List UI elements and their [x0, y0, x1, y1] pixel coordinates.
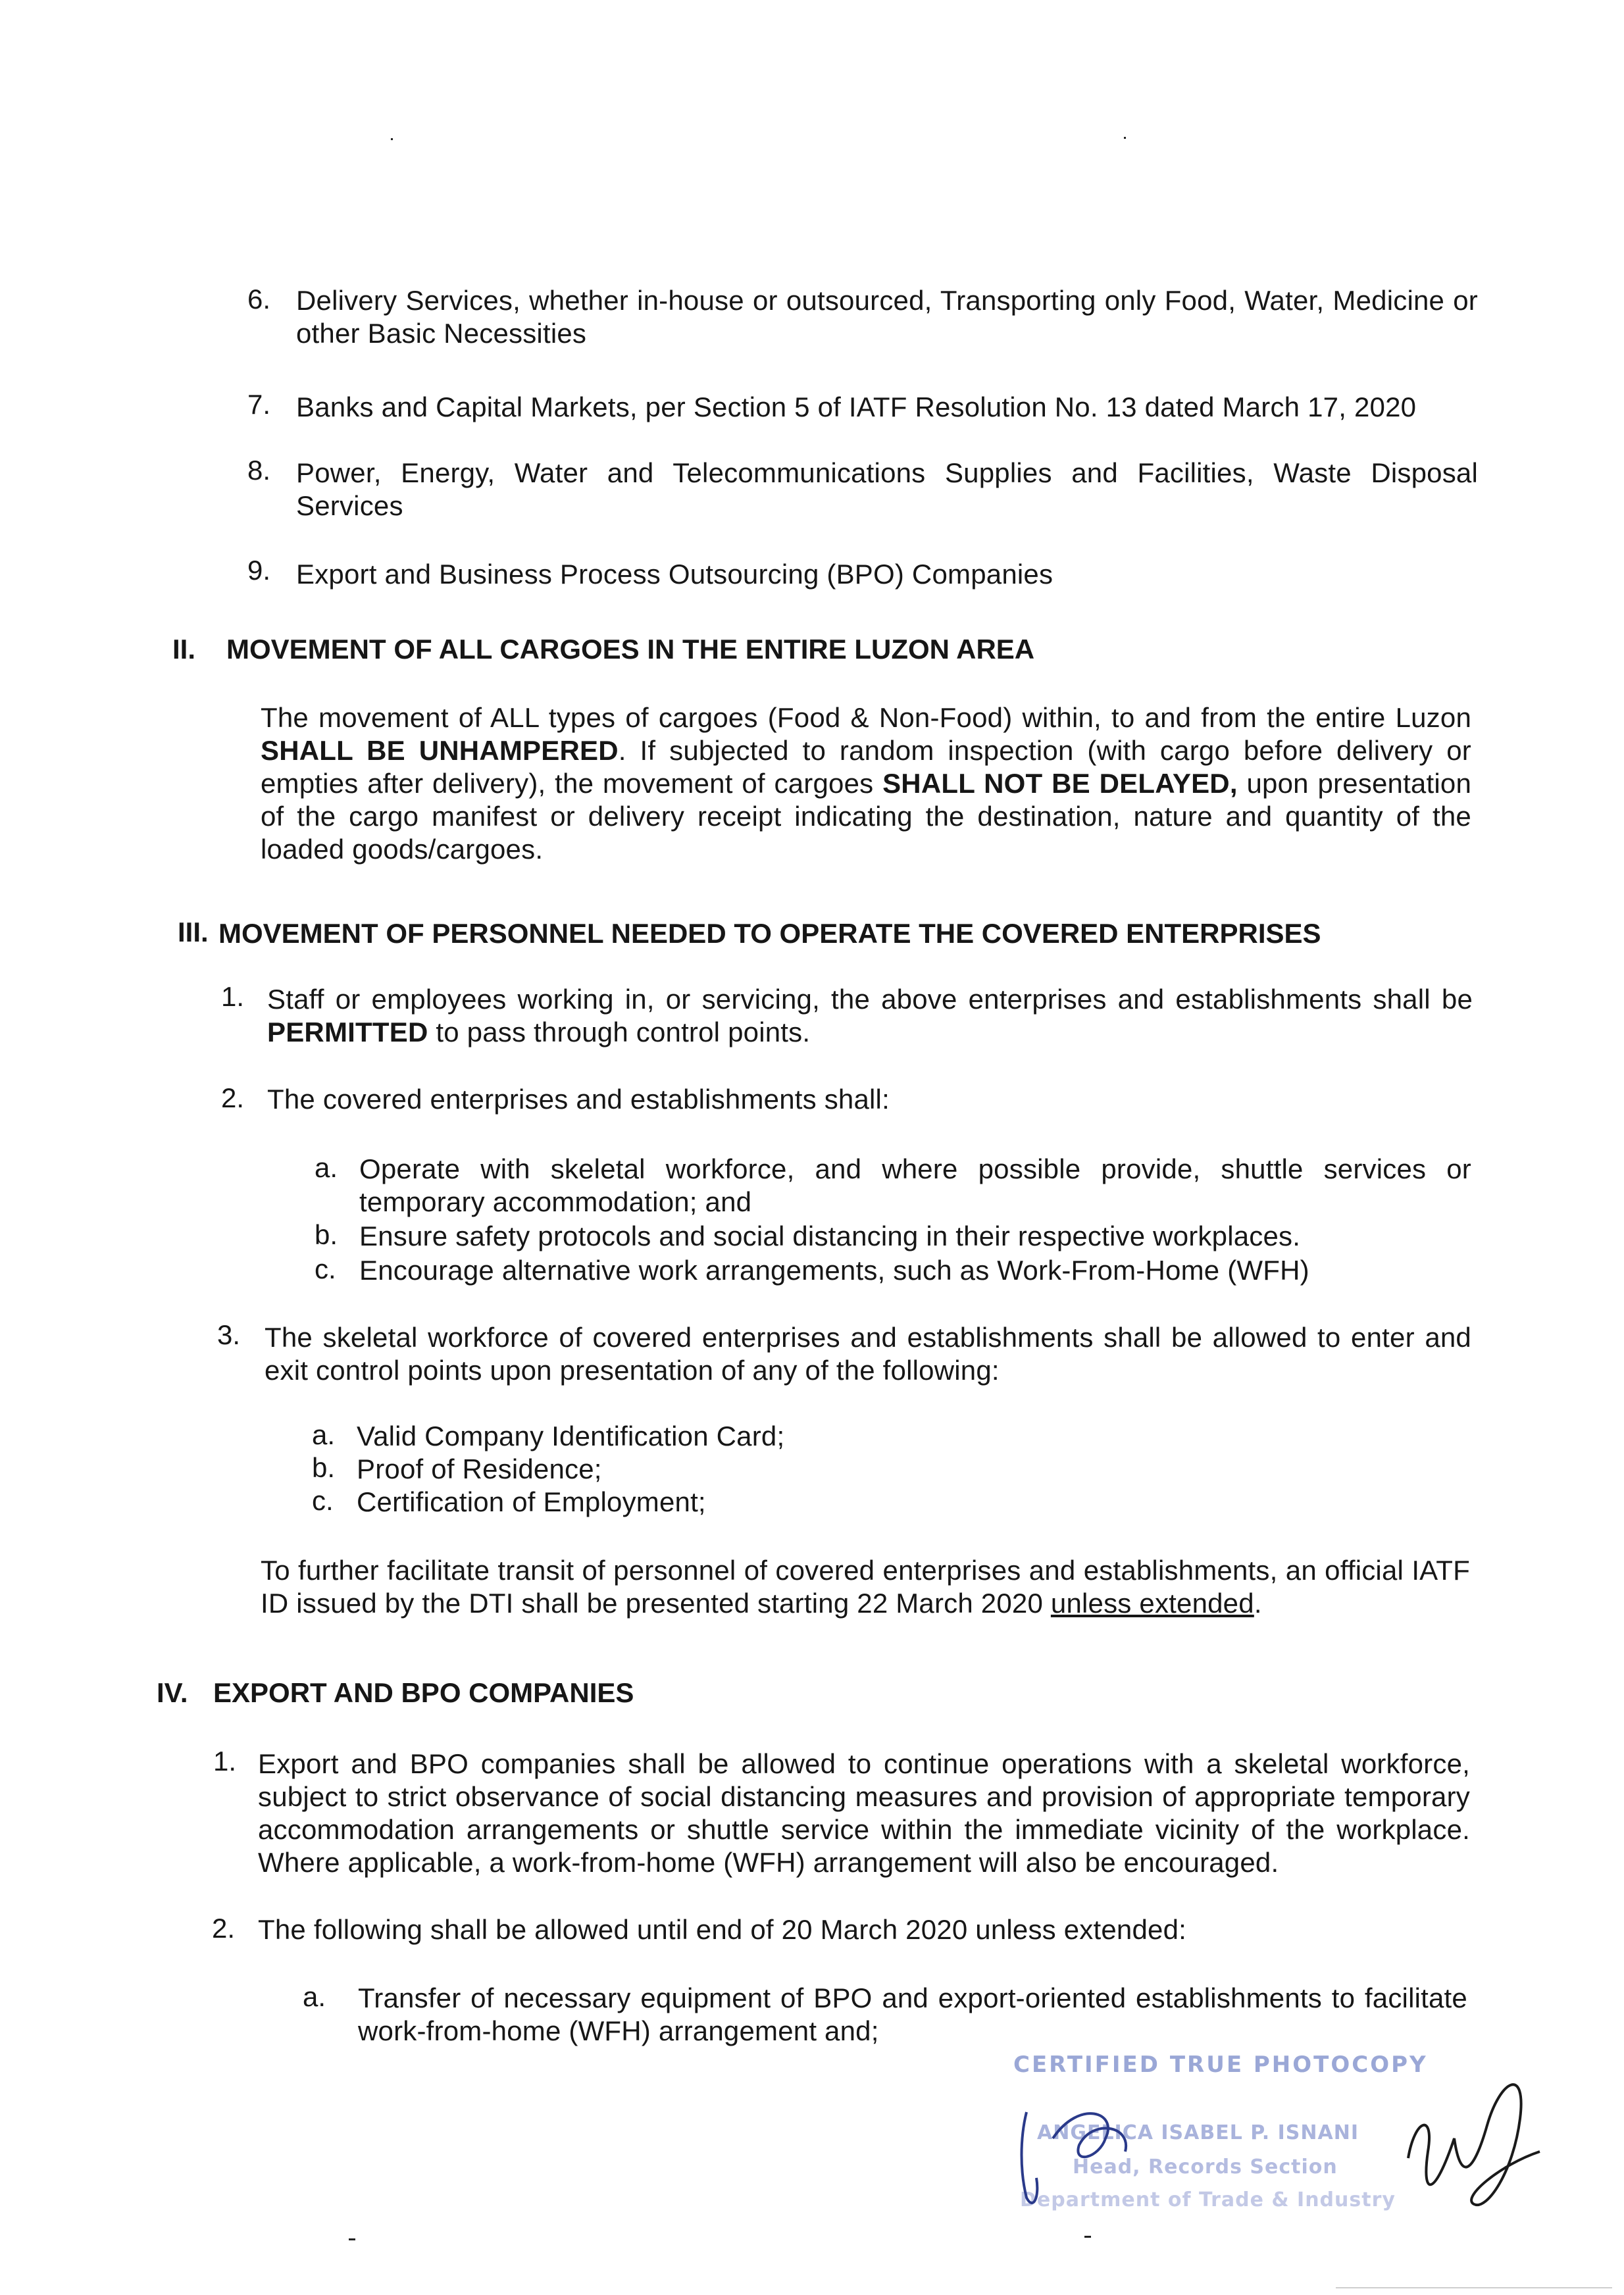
emphasis-text: SHALL NOT BE DELAYED, [882, 768, 1238, 799]
stamp-office: Department of Trade & Industry [1020, 2188, 1396, 2211]
sub-item-letter: b. [312, 1452, 336, 1483]
list-number: 3. [217, 1319, 241, 1350]
sub-item-letter: b. [315, 1219, 338, 1250]
list-number: 2. [221, 1082, 245, 1113]
sub-item-text: Transfer of necessary equipment of BPO and export-oriented establishments to facilitate work-from-home (WFH) arrangement and; [358, 1982, 1467, 2046]
list-item-text: Power, Energy, Water and Telecommunications Supplies and Facilities, Waste Disposal Services [296, 457, 1478, 521]
sub-item-letter: a. [303, 1981, 326, 2012]
scan-edge-line [1336, 2287, 1612, 2288]
sub-item-letter: a. [315, 1152, 338, 1183]
sub-item-letter: a. [312, 1419, 336, 1450]
section-numeral: III. [178, 917, 209, 947]
paragraph-text: Staff or employees working in, or servicing, the above enterprises and establishments shall be [267, 984, 1473, 1015]
sub-item-text: Valid Company Identification Card; [357, 1421, 785, 1451]
section-numeral: II. [172, 634, 196, 665]
section-heading: MOVEMENT OF ALL CARGOES IN THE ENTIRE LUZON AREA [226, 634, 1035, 665]
list-number: 1. [213, 1746, 237, 1777]
sub-item-text: Proof of Residence; [357, 1453, 602, 1484]
sub-item-text: Operate with skeletal workforce, and where possible provide, shuttle services or temporary accommodation; and [359, 1153, 1471, 1217]
list-number: 9. [247, 555, 271, 586]
sub-item-letter: c. [312, 1485, 334, 1516]
list-item-text: The following shall be allowed until end of 20 March 2020 unless extended: [258, 1914, 1187, 1945]
section-numeral: IV. [157, 1677, 188, 1708]
section-heading: MOVEMENT OF PERSONNEL NEEDED TO OPERATE THE COVERED ENTERPRISES [218, 918, 1321, 949]
stamp-title: CERTIFIED TRUE PHOTOCOPY [1013, 2052, 1428, 2078]
signature-mark [1000, 2040, 1592, 2257]
emphasis-text: PERMITTED [267, 1017, 428, 1047]
list-number: 7. [247, 389, 271, 420]
list-item-text: Banks and Capital Markets, per Section 5 of IATF Resolution No. 13 dated March 17, 2020 [296, 391, 1417, 422]
section-heading: EXPORT AND BPO COMPANIES [213, 1677, 634, 1708]
paragraph-text: . If subjected to random inspection (with cargo before delivery or empties after delivery), the movement of cargoes [261, 735, 1471, 799]
sub-item-text: Encourage alternative work arrangements, such as Work-From-Home (WFH) [359, 1255, 1309, 1286]
certification-stamp [1000, 2040, 1592, 2257]
list-item-text: The covered enterprises and establishments shall: [267, 1084, 890, 1115]
paragraph-text: to pass through control points. [428, 1017, 811, 1047]
paragraph-text: upon presentation of the cargo manifest or delivery receipt indicating the destination, nature and quantity of the loaded goods/cargoes. [261, 768, 1472, 865]
scan-speck [1084, 2236, 1091, 2238]
stamp-position: Head, Records Section [1073, 2156, 1338, 2179]
list-item-text [267, 983, 1473, 1049]
sub-item-letter: c. [315, 1253, 336, 1284]
section-paragraph [261, 701, 1471, 866]
emphasis-text: SHALL BE UNHAMPERED [261, 735, 619, 766]
stamp-name: ANGELICA ISABEL P. ISNANI [1037, 2121, 1359, 2144]
paragraph-text: . [1254, 1588, 1262, 1619]
scan-speck [391, 138, 393, 140]
list-item-text: Export and Business Process Outsourcing (BPO) Companies [296, 559, 1053, 590]
underlined-text: unless extended [1050, 1588, 1254, 1619]
scan-speck [349, 2238, 355, 2240]
list-number: 2. [212, 1913, 236, 1944]
list-number: 1. [221, 981, 245, 1012]
closing-paragraph [261, 1554, 1470, 1620]
list-number: 6. [247, 284, 271, 315]
list-item-text: Delivery Services, whether in-house or outsourced, Transporting only Food, Water, Medicine or other Basic Necessities [296, 285, 1478, 349]
sub-item-text: Ensure safety protocols and social distancing in their respective workplaces. [359, 1221, 1301, 1251]
sub-item-text: Certification of Employment; [357, 1486, 706, 1517]
list-item-text: Export and BPO companies shall be allowed to continue operations with a skeletal workforce, subject to strict observance of social distancing measures and provision of appropriate temporary accommodation arrangements or shuttle service within the immediate vicinity of the workplace. Where applicable, a work-from-home (WFH) arrangement will also be encouraged. [258, 1748, 1470, 1878]
list-item-text: The skeletal workforce of covered enterprises and establishments shall be allowed to enter and exit control points upon presentation of any of the following: [265, 1322, 1471, 1386]
list-number: 8. [247, 455, 271, 486]
paragraph-text: The movement of ALL types of cargoes (Food & Non-Food) within, to and from the entire Luzon [261, 702, 1471, 733]
scan-speck [1124, 137, 1126, 139]
paragraph-text: To further facilitate transit of personnel of covered enterprises and establishments, an official IATF ID issued by the DTI shall be presented starting 22 March 2020 [261, 1555, 1470, 1619]
